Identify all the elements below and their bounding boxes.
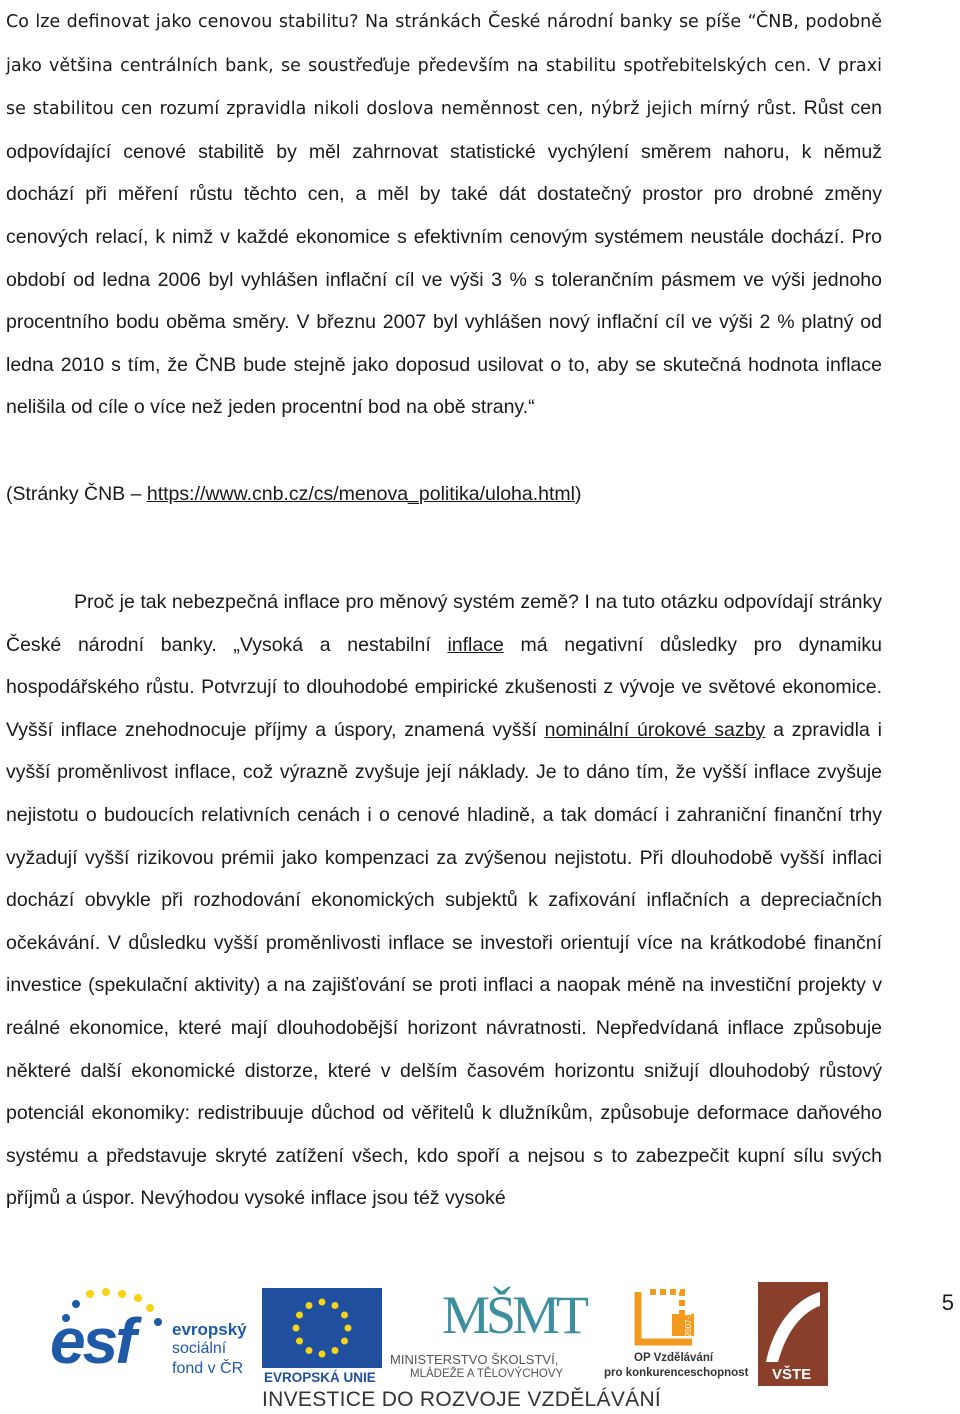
- msmt-wordmark: MŠMT: [442, 1285, 586, 1345]
- esf-wordmark: esf: [50, 1305, 134, 1377]
- msmt-text-line-2: MLÁDEŽE A TĚLOVÝCHOVY: [410, 1368, 564, 1380]
- link-nominalni-urokove-sazby[interactable]: nominální úrokové sazby: [544, 718, 766, 741]
- eu-flag-logo: [262, 1288, 382, 1386]
- source-prefix: (Stránky ČNB –: [6, 483, 147, 505]
- esf-text-line-2: sociální: [172, 1340, 227, 1357]
- paragraph-2-text-c: a zpravidla i vyšší proměnlivost inflace, což výrazně zvyšuje její náklady. Je to dáno tím, že vyšší inflace zvyšuje nejistotu o budoucích relativních cenách i o cenové hladině, a tak domácí i zahraniční finanční trhy vyžadují vyšší rizikovou prémii jako kompenzaci za zvýšenou nejistotu. Při dlouhodobě vyšší inflaci dochází obvykle při rozhodování ekonomických subjektů k zafixování inflačních a depreciačních očekávání. V důsledku vyšší proměnlivosti inflace se investoři orientují více na krátkodobé finanční investice (spekulační aktivity) a na zajišťování se proti inflaci a naopak méně na investiční projekty v reálné ekonomice, které mají dlouhodobější horizont návratnosti. Nepředvídaná inflace způsobuje některé další ekonomické distorze, které v delším časovém horizontu snižují dlouhodobý růstový potenciál ekonomiky: redistribuuje důchod od věřitelů k dlužníkům, způsobuje deformace daňového systému a představuje skryté zatížení všech, kdo spoří a nejsou s to zabezpečit kupní sílu svých příjmů a úspor. Nevýhodou vysoké inflace jsou též vysoké: [6, 718, 882, 1210]
- eu-flag-icon: [262, 1288, 382, 1368]
- link-inflace[interactable]: inflace: [447, 633, 504, 656]
- paragraph-1-quote-start: Co lze definovat jako cenovou stabilitu? Na stránkách České národní banky se píše “ČNB, podobně jako většina centrálních bank, se soustřeďuje především na stabilitu spotřebitelských cen. V praxi se stabilitou cen rozumí zpravidla nikoli doslova neměnnost cen, nýbrž jejich mírný růst.: [6, 12, 882, 120]
- footer-logos: [0, 1268, 960, 1414]
- paragraph-1-quote-rest: Růst cen odpovídající cenové stabilitě by měl zahrnovat statistické vychýlení směrem nahoru, k němuž dochází při měření růstu těchto cen, a měl by také dát dostatečný prostor pro drobné změny cenových relací, k nimž v každé ekonomice s efektivním cenovým systémem neustále dochází. Pro období od ledna 2006 byl vyhlášen inflační cíl ve výši 3 % s tolerančním pásmem ve výši jednoho procentního bodu oběma směry. V březnu 2007 byl vyhlášen nový inflační cíl ve výši 2 % platný od ledna 2010 s tím, že ČNB bude stejně jako doposud usilovat o to, aby se skutečná hodnota inflace nelišila od cíle o více než jeden procentní bod na obě strany.“: [6, 97, 882, 419]
- paragraph-nebezpecna-inflace: [6, 581, 882, 1220]
- page-number: 5: [941, 1290, 954, 1315]
- op-years: 2007-13: [684, 1307, 694, 1338]
- esf-logo: [50, 1284, 260, 1384]
- eu-label: EVROPSKÁ UNIE: [264, 1370, 376, 1385]
- paragraph-2-text-a: Proč je tak nebezpečná inflace pro měnový systém země? I na tuto otázku odpovídají stránky České národní banky. „Vysoká a nestabilní: [6, 591, 882, 656]
- op-text-line-1: OP Vzdělávání: [634, 1352, 714, 1364]
- source-reference: [6, 474, 882, 514]
- esf-text-line-3: fond v ČR: [172, 1360, 244, 1377]
- paragraph-cenova-stabilita: [6, 0, 882, 429]
- esf-text-line-1: evropský: [172, 1320, 247, 1339]
- vste-logo: [758, 1282, 828, 1390]
- vste-label: VŠTE: [772, 1366, 812, 1383]
- msmt-text-line-1: MINISTERSTVO ŠKOLSTVÍ,: [390, 1352, 559, 1367]
- source-suffix: ): [575, 483, 582, 505]
- op-text-line-2: pro konkurenceschopnost: [604, 1367, 749, 1379]
- msmt-logo: [390, 1280, 600, 1388]
- investice-slogan: INVESTICE DO ROZVOJE VZDĚLÁVÁNÍ: [262, 1388, 662, 1411]
- source-link[interactable]: https://www.cnb.cz/cs/menova_politika/uloha.html: [146, 483, 575, 505]
- op-vzdelavani-logo: [604, 1282, 749, 1386]
- paragraph-2-text-b: má negativní důsledky pro dynamiku hospodářského růstu. Potvrzují to dlouhodobé empirické zkušenosti z vývoje ve světové ekonomice. Vyšší inflace znehodnocuje příjmy a úspory, znamená vyšší: [6, 633, 882, 741]
